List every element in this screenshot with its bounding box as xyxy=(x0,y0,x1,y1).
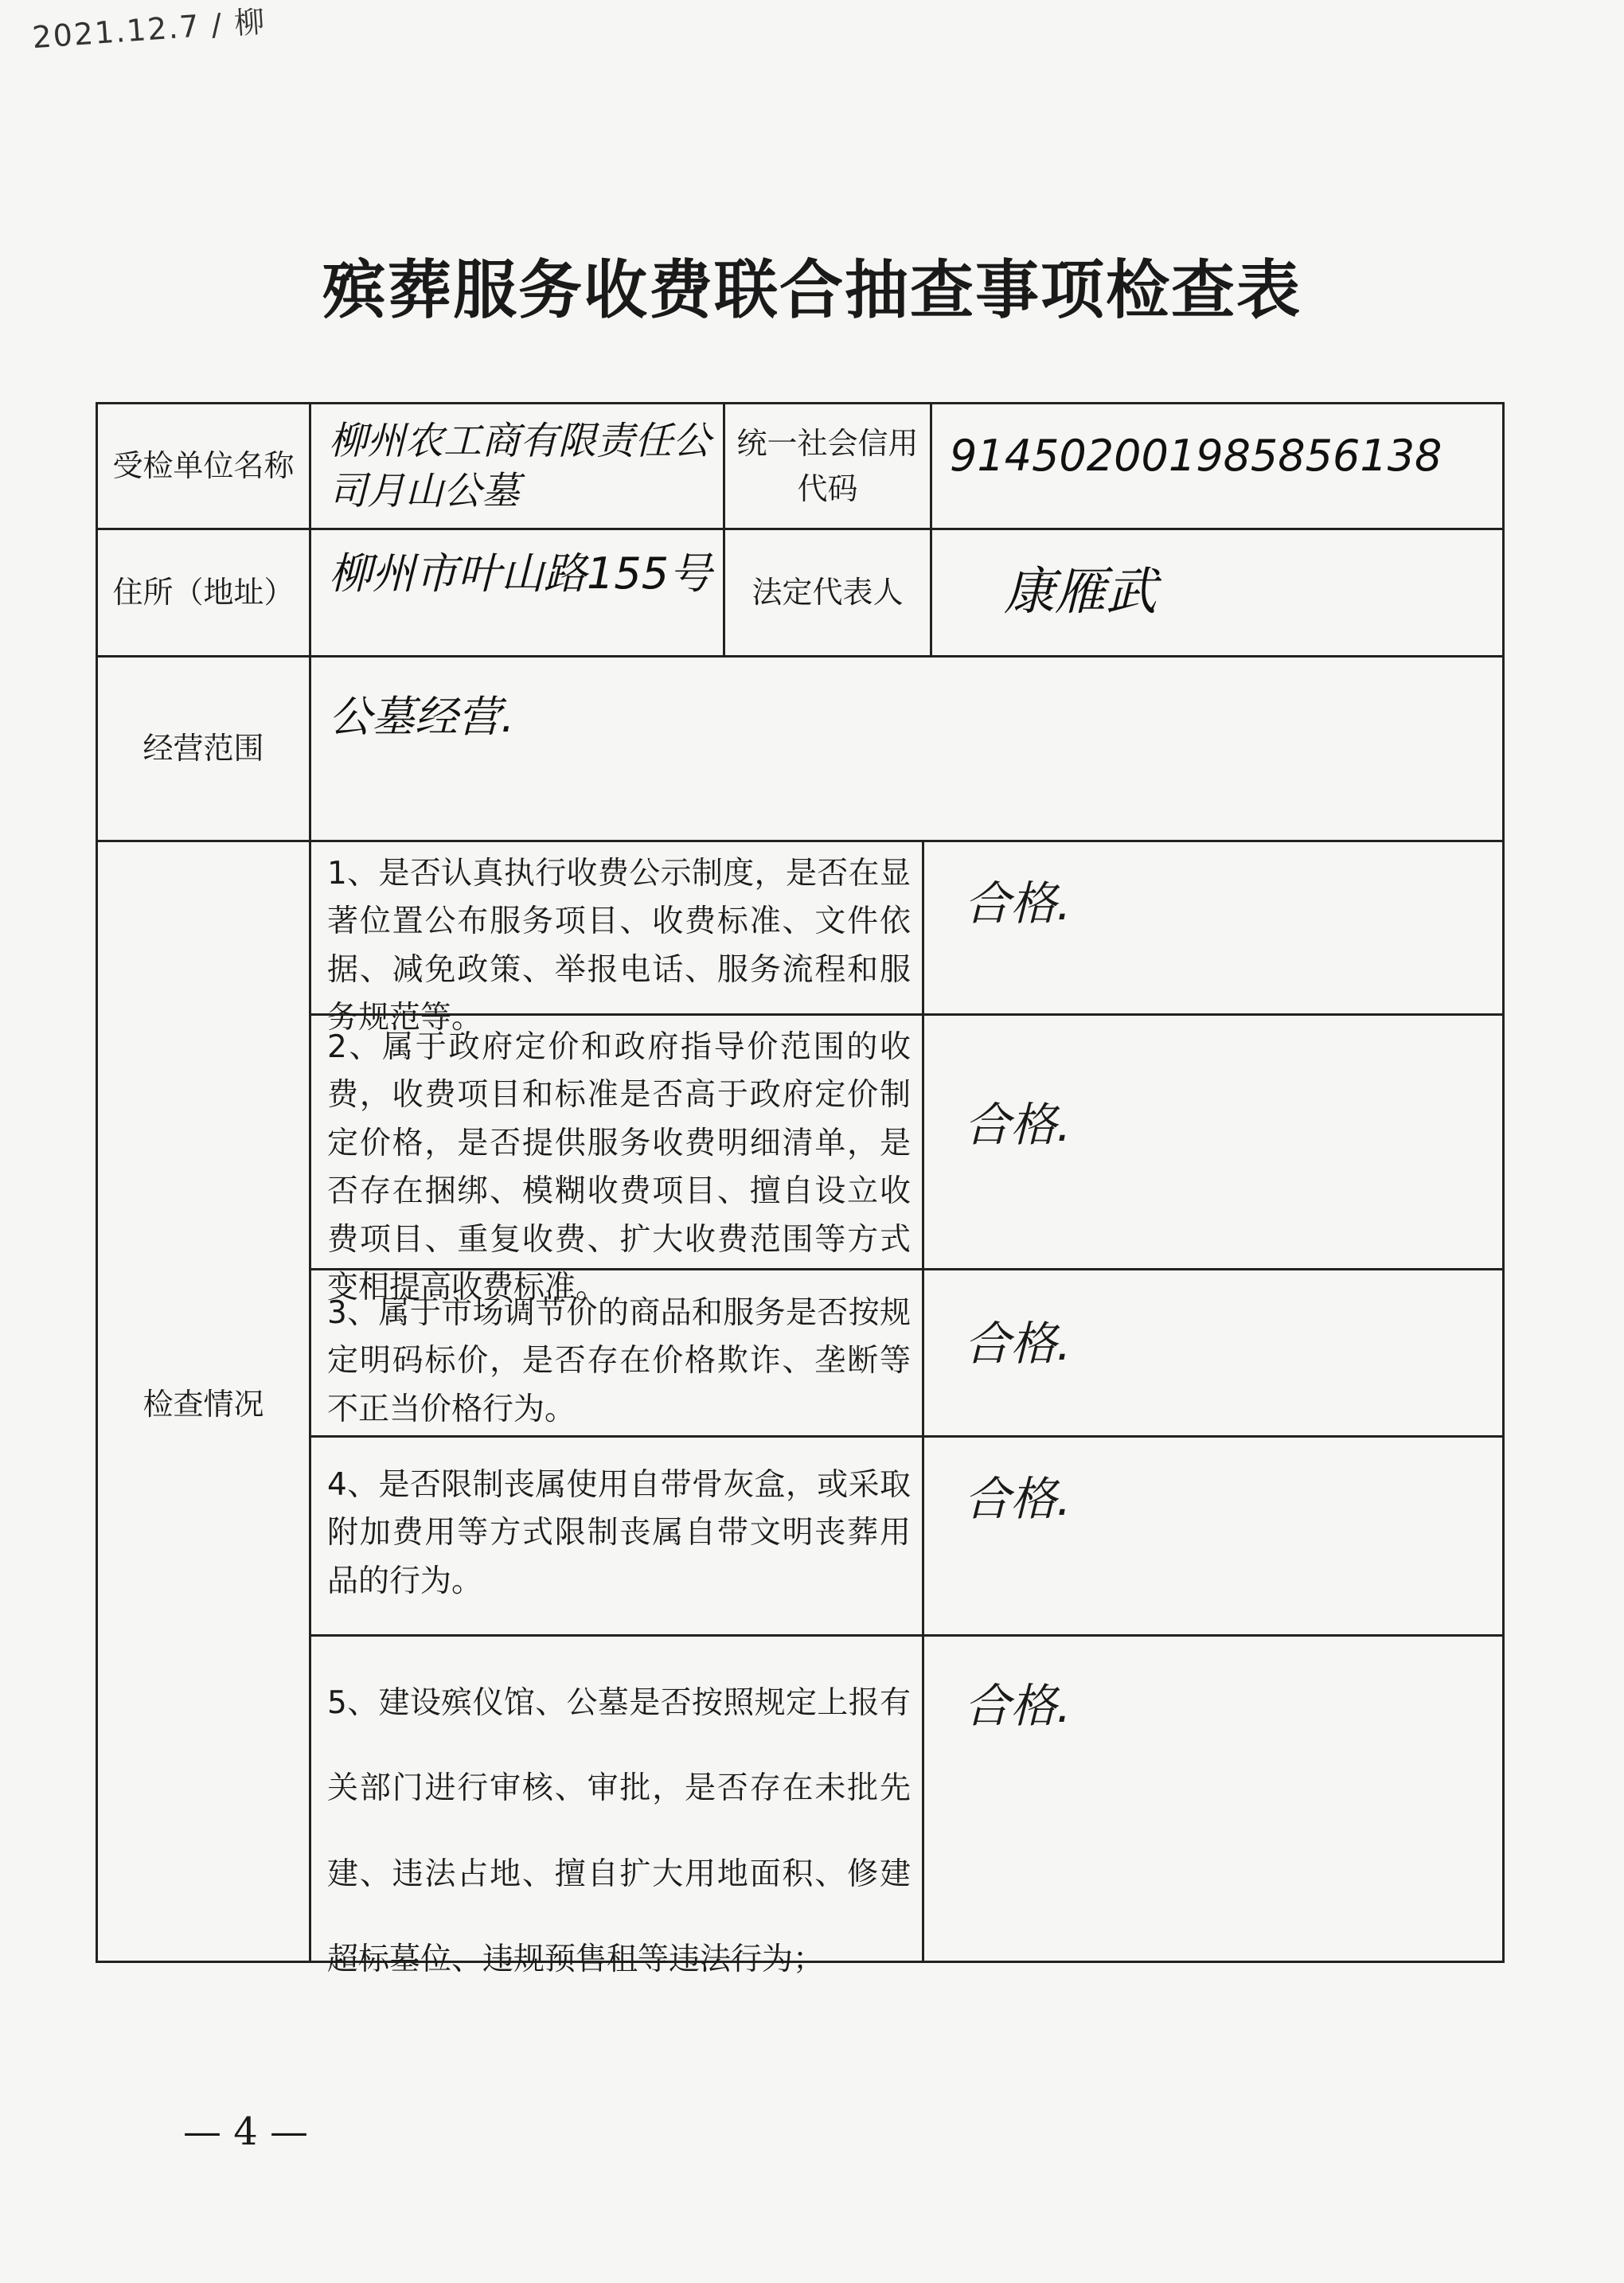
inspection-item-result: 合格. xyxy=(964,1679,1072,1733)
inspection-item-text: 2、属于政府定价和政府指导价范围的收费，收费项目和标准是否高于政府定价制定价格，是否提供服务收费明细清单，是否存在捆绑、模糊收费项目、擅自设立收费项目、重复收费、扩大收费范围等方式变相提高收费标准。 xyxy=(311,1016,924,1268)
inspection-item xyxy=(311,1438,1502,1637)
inspection-item xyxy=(311,842,1502,1036)
inspection-item xyxy=(311,1270,1502,1438)
business-scope-value: 公墓经营. xyxy=(329,692,515,742)
form-row-address xyxy=(98,530,1502,658)
document-title: 殡葬服务收费联合抽查事项检查表 xyxy=(322,252,1302,327)
credit-code-value: 914502001985856138 xyxy=(950,431,1442,481)
legal-rep-label: 法定代表人 xyxy=(725,530,932,655)
form-row-unit xyxy=(98,404,1502,530)
inspection-item-result: 合格. xyxy=(964,1098,1072,1152)
inspection-item-text: 5、建设殡仪馆、公墓是否按照规定上报有关部门进行审核、审批，是否存在未批先建、违法占地、擅自扩大用地面积、修建超标墓位、违规预售租等违法行为； xyxy=(311,1637,924,1961)
inspection-item-result: 合格. xyxy=(964,1472,1072,1526)
inspection-item xyxy=(311,1016,1502,1306)
address-label: 住所（地址） xyxy=(98,530,311,655)
inspection-items xyxy=(311,842,1502,1977)
inspection-item xyxy=(311,1637,1502,1977)
inspection-item-result: 合格. xyxy=(964,876,1072,931)
credit-code-label: 统一社会信用代码 xyxy=(725,404,932,528)
unit-name-value: 柳州农工商有限责任公司月山公墓 xyxy=(311,404,725,528)
handwritten-corner-note: 2021.12.7 / 柳 xyxy=(31,3,267,56)
inspection-item-result: 合格. xyxy=(964,1317,1072,1371)
form-row-scope xyxy=(98,658,1502,842)
inspection-item-text: 3、属于市场调节价的商品和服务是否按规定明码标价，是否存在价格欺诈、垄断等不正当价格行为。 xyxy=(311,1270,924,1435)
inspection-form-table xyxy=(96,402,1505,1977)
inspection-item-text: 1、是否认真执行收费公示制度，是否在显著位置公布服务项目、收费标准、文件依据、减免政策、举报电话、服务流程和服务规范等。 xyxy=(311,842,924,1013)
address-value: 柳州市叶山路155号 xyxy=(311,530,725,655)
unit-name-label: 受检单位名称 xyxy=(98,404,311,528)
form-row-inspection xyxy=(98,842,1502,1977)
legal-rep-value: 康雁武 xyxy=(1004,562,1157,622)
inspection-label: 检查情况 xyxy=(98,842,311,1961)
page-number: — 4 — xyxy=(183,2109,309,2154)
inspection-item-text: 4、是否限制丧属使用自带骨灰盒，或采取附加费用等方式限制丧属自带文明丧葬用品的行为。 xyxy=(311,1438,924,1634)
business-scope-label: 经营范围 xyxy=(98,658,311,840)
